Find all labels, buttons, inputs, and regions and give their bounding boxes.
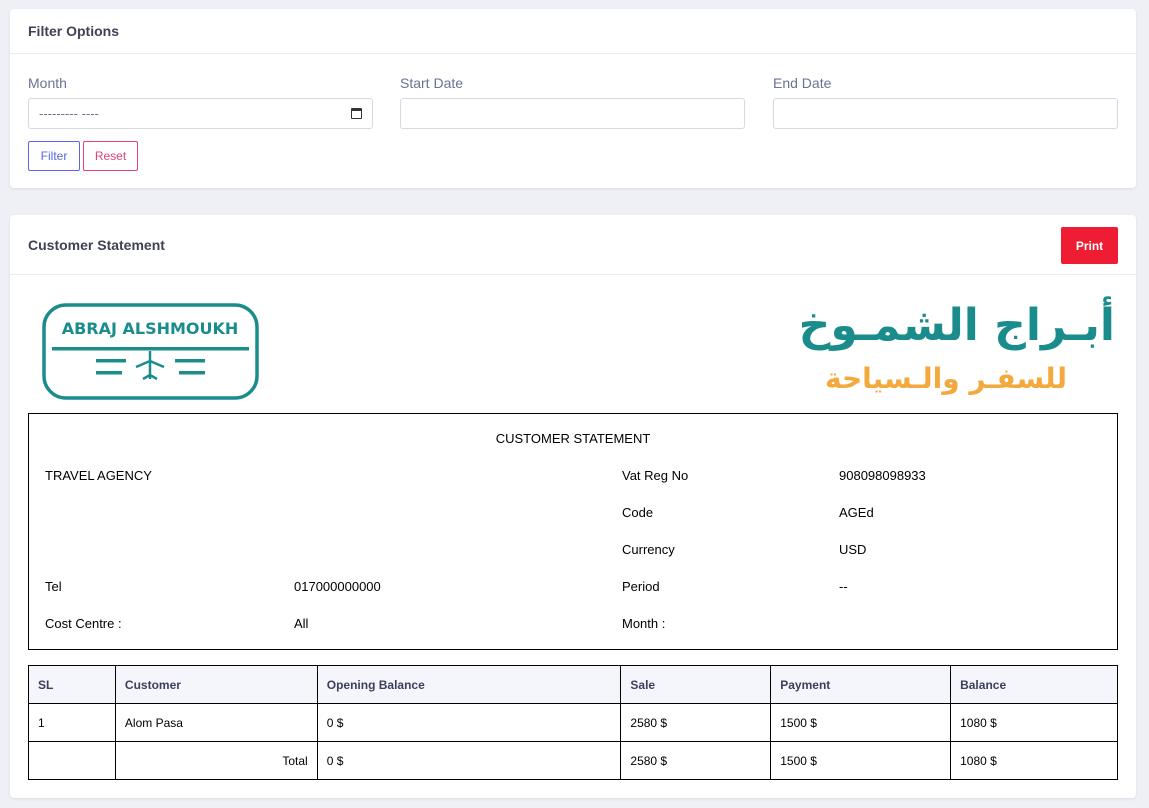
col-sale: Sale — [621, 666, 771, 704]
tel-value: 017000000000 — [294, 579, 381, 594]
cell-customer: Alom Pasa — [115, 704, 317, 742]
airplane-icon — [136, 351, 164, 379]
company-logo-english — [42, 303, 259, 400]
cost-centre-value: All — [294, 616, 309, 631]
filter-button[interactable]: Filter — [28, 141, 80, 171]
vat-value: 908098098933 — [839, 468, 926, 483]
company-logo-arabic — [780, 300, 1115, 410]
cell-opening-balance: 0 $ — [317, 704, 621, 742]
end-date-label: End Date — [773, 75, 832, 91]
total-payment: 1500 $ — [771, 742, 951, 780]
table-row — [29, 704, 1118, 742]
cost-centre-label: Cost Centre : — [45, 616, 122, 631]
logo-arabic-title: أبـراج الشمـوخ — [798, 300, 1115, 351]
calendar-icon[interactable] — [351, 108, 362, 119]
print-button[interactable]: Print — [1061, 227, 1118, 264]
month-input-value: --------- ---- — [39, 106, 99, 121]
col-opening-balance: Opening Balance — [317, 666, 621, 704]
month-label: Month — [28, 75, 67, 91]
statement-heading: CUSTOMER STATEMENT — [495, 431, 651, 446]
vat-label: Vat Reg No — [622, 468, 689, 483]
total-opening-balance: 0 $ — [317, 742, 621, 780]
cell-sl: 1 — [29, 704, 116, 742]
col-payment: Payment — [771, 666, 951, 704]
total-balance: 1080 $ — [951, 742, 1118, 780]
table-total-row — [29, 742, 1118, 780]
code-value: AGEd — [839, 505, 874, 520]
cell-balance: 1080 $ — [951, 704, 1118, 742]
end-date-input[interactable] — [773, 98, 1118, 129]
total-sale: 2580 $ — [621, 742, 771, 780]
agency-name: TRAVEL AGENCY — [45, 468, 152, 483]
currency-label: Currency — [622, 542, 675, 557]
statement-table — [28, 665, 1118, 780]
total-empty-cell — [29, 742, 116, 780]
reset-button[interactable]: Reset — [83, 141, 138, 171]
month-input[interactable] — [28, 98, 373, 129]
cell-payment: 1500 $ — [771, 704, 951, 742]
statement-info-box — [28, 413, 1118, 650]
currency-value: USD — [839, 542, 867, 557]
filter-card-title: Filter Options — [10, 9, 1136, 54]
start-date-label: Start Date — [400, 75, 464, 91]
cell-sale: 2580 $ — [621, 704, 771, 742]
code-label: Code — [622, 505, 654, 520]
tel-label: Tel — [45, 579, 62, 594]
col-sl: SL — [29, 666, 116, 704]
period-value: -- — [839, 579, 848, 594]
col-customer: Customer — [115, 666, 317, 704]
logo-english-text: ABRAJ ALSHMOUKH — [61, 319, 239, 338]
period-label: Period — [622, 579, 660, 594]
filter-card — [10, 9, 1136, 188]
statement-month-label: Month : — [622, 616, 666, 631]
col-balance: Balance — [951, 666, 1118, 704]
statement-card-header — [10, 215, 1136, 275]
statement-card-title: Customer Statement — [28, 236, 165, 253]
total-label: Total — [115, 742, 317, 780]
table-header-row — [29, 666, 1118, 704]
logo-arabic-subtitle: للسفـر والـسياحة — [824, 362, 1067, 395]
customer-statement-card — [10, 215, 1136, 798]
start-date-input[interactable] — [400, 98, 745, 129]
